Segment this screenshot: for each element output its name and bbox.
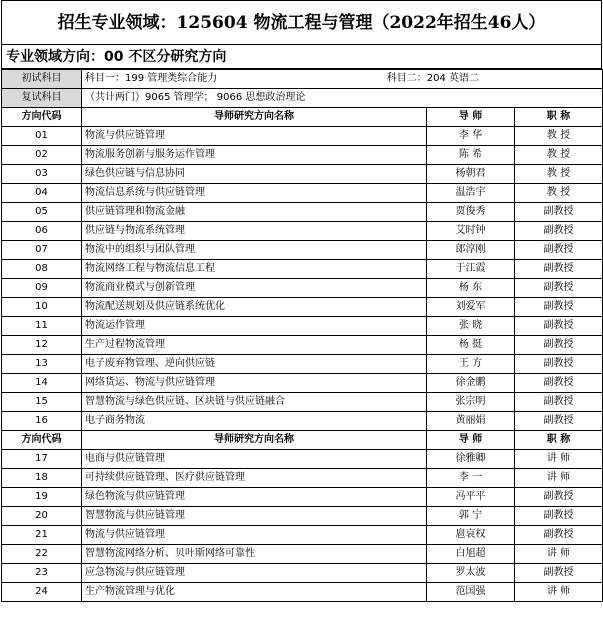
table-row — [2, 583, 603, 602]
advisor-title: 副教授 — [515, 393, 603, 412]
table-row — [2, 469, 603, 488]
advisor-name: 黄丽娟 — [427, 412, 515, 431]
direction-name: 生产过程物流管理 — [82, 336, 427, 355]
direction-name: 绿色物流与供应链管理 — [82, 488, 427, 507]
table-row — [2, 222, 603, 241]
direction-name: 智慧物流与绿色供应链、区块链与供应链融合 — [82, 393, 427, 412]
direction-code: 23 — [2, 564, 82, 583]
advisor-title: 讲 师 — [515, 583, 603, 602]
direction-table — [1, 69, 603, 602]
table-row — [2, 507, 603, 526]
table-row — [2, 374, 603, 393]
advisor-title: 讲 师 — [515, 469, 603, 488]
advisor-title: 副教授 — [515, 298, 603, 317]
advisor-name: 郎淳刚 — [427, 241, 515, 260]
advisor-name: 冯平平 — [427, 488, 515, 507]
direction-code: 13 — [2, 355, 82, 374]
advisor-name: 罗太波 — [427, 564, 515, 583]
advisor-title: 副教授 — [515, 260, 603, 279]
table-row — [2, 317, 603, 336]
advisor-title: 教 授 — [515, 165, 603, 184]
direction-code: 20 — [2, 507, 82, 526]
advisor-title: 讲 师 — [515, 450, 603, 469]
direction-name: 供应链与物流系统管理 — [82, 222, 427, 241]
direction-name: 生产物流管理与优化 — [82, 583, 427, 602]
advisor-name: 艾时钟 — [427, 222, 515, 241]
advisor-name: 刘爱军 — [427, 298, 515, 317]
advisor-name: 张宗明 — [427, 393, 515, 412]
direction-code: 15 — [2, 393, 82, 412]
advisor-name: 温浩宇 — [427, 184, 515, 203]
advisor-title: 副教授 — [515, 526, 603, 545]
advisor-title: 副教授 — [515, 336, 603, 355]
direction-name: 物流与供应链管理 — [82, 526, 427, 545]
table-row — [2, 260, 603, 279]
direction-code: 12 — [2, 336, 82, 355]
table-row — [2, 184, 603, 203]
table-row — [2, 298, 603, 317]
direction-code: 22 — [2, 545, 82, 564]
direction-name: 电商与供应链管理 — [82, 450, 427, 469]
direction-code: 19 — [2, 488, 82, 507]
table-row — [2, 545, 603, 564]
advisor-name: 白旭超 — [427, 545, 515, 564]
advisor-title: 副教授 — [515, 412, 603, 431]
advisor-title: 副教授 — [515, 279, 603, 298]
direction-code: 07 — [2, 241, 82, 260]
advisor-title: 副教授 — [515, 203, 603, 222]
advisor-name: 徐雅卿 — [427, 450, 515, 469]
advisor-title: 副教授 — [515, 241, 603, 260]
initial-exam-row — [2, 70, 603, 89]
table-row — [2, 564, 603, 583]
header-code: 方向代码 — [2, 108, 82, 127]
advisor-title: 副教授 — [515, 355, 603, 374]
advisor-title: 副教授 — [515, 374, 603, 393]
direction-code: 06 — [2, 222, 82, 241]
enrollment-sheet — [1, 0, 602, 602]
subject-one: 科目一：199 管理类综合能力 — [85, 73, 218, 84]
direction-name: 物流运作管理 — [82, 317, 427, 336]
table-row — [2, 526, 603, 545]
advisor-title: 副教授 — [515, 507, 603, 526]
advisor-name: 贾俊秀 — [427, 203, 515, 222]
direction-code: 05 — [2, 203, 82, 222]
header-advisor: 导 师 — [427, 431, 515, 450]
advisor-name: 扈哀权 — [427, 526, 515, 545]
table-row — [2, 355, 603, 374]
direction-code: 10 — [2, 298, 82, 317]
direction-code: 04 — [2, 184, 82, 203]
advisor-title: 副教授 — [515, 222, 603, 241]
page-title: 招生专业领域：125604 物流工程与管理（2022年招生46人） — [1, 0, 602, 44]
advisor-title: 教 授 — [515, 184, 603, 203]
advisor-name: 徐金鹏 — [427, 374, 515, 393]
header-advisor: 导 师 — [427, 108, 515, 127]
direction-name: 物流网络工程与物流信息工程 — [82, 260, 427, 279]
direction-code: 14 — [2, 374, 82, 393]
table-row — [2, 241, 603, 260]
table-row — [2, 336, 603, 355]
table-row — [2, 203, 603, 222]
advisor-title: 副教授 — [515, 564, 603, 583]
table-header-row-repeat — [2, 431, 603, 450]
table-row — [2, 393, 603, 412]
table-row — [2, 412, 603, 431]
initial-exam-label: 初试科目 — [2, 70, 82, 89]
advisor-name: 范国强 — [427, 583, 515, 602]
advisor-name: 王 方 — [427, 355, 515, 374]
direction-code: 02 — [2, 146, 82, 165]
advisor-name: 李 一 — [427, 469, 515, 488]
direction-code: 01 — [2, 127, 82, 146]
table-row — [2, 450, 603, 469]
advisor-title: 教 授 — [515, 146, 603, 165]
direction-name: 物流服务创新与服务运作管理 — [82, 146, 427, 165]
direction-name: 供应链管理和物流金融 — [82, 203, 427, 222]
retest-exam-label: 复试科目 — [2, 89, 82, 108]
direction-name: 物流信息系统与供应链管理 — [82, 184, 427, 203]
direction-name: 智慧物流网络分析、贝叶斯网络可靠性 — [82, 545, 427, 564]
advisor-name: 李 华 — [427, 127, 515, 146]
direction-name: 物流配送规划及供应链系统优化 — [82, 298, 427, 317]
direction-name: 网络货运、物流与供应链管理 — [82, 374, 427, 393]
direction-code: 09 — [2, 279, 82, 298]
direction-name: 智慧物流与供应链管理 — [82, 507, 427, 526]
header-code: 方向代码 — [2, 431, 82, 450]
header-title: 职 称 — [515, 108, 603, 127]
direction-name: 应急物流与供应链管理 — [82, 564, 427, 583]
header-name: 导师研究方向名称 — [82, 108, 427, 127]
table-row — [2, 165, 603, 184]
direction-subtitle: 专业领域方向：00 不区分研究方向 — [1, 44, 602, 69]
direction-code: 24 — [2, 583, 82, 602]
direction-code: 16 — [2, 412, 82, 431]
subject-two: 科目二：204 英语二 — [386, 73, 480, 84]
retest-exam-subjects: （共计两门）9065 管理学； 9066 思想政治理论 — [82, 89, 603, 108]
table-row — [2, 488, 603, 507]
initial-exam-subjects — [82, 70, 603, 89]
direction-name: 绿色供应链与信息协同 — [82, 165, 427, 184]
table-row — [2, 146, 603, 165]
direction-code: 21 — [2, 526, 82, 545]
header-name: 导师研究方向名称 — [82, 431, 427, 450]
table-row — [2, 127, 603, 146]
direction-name: 电子商务物流 — [82, 412, 427, 431]
advisor-name: 杨 挺 — [427, 336, 515, 355]
direction-name: 电子废弃物管理、逆向供应链 — [82, 355, 427, 374]
advisor-title: 副教授 — [515, 488, 603, 507]
direction-code: 18 — [2, 469, 82, 488]
advisor-name: 于江霞 — [427, 260, 515, 279]
header-title: 职 称 — [515, 431, 603, 450]
advisor-name: 杨朝君 — [427, 165, 515, 184]
direction-code: 17 — [2, 450, 82, 469]
advisor-title: 讲 师 — [515, 545, 603, 564]
direction-code: 11 — [2, 317, 82, 336]
table-body — [2, 70, 603, 602]
table-header-row — [2, 108, 603, 127]
direction-name: 物流中的组织与团队管理 — [82, 241, 427, 260]
advisor-name: 郭 宁 — [427, 507, 515, 526]
direction-code: 08 — [2, 260, 82, 279]
retest-exam-row — [2, 89, 603, 108]
direction-name: 物流商业模式与创新管理 — [82, 279, 427, 298]
advisor-name: 张 晓 — [427, 317, 515, 336]
direction-name: 物流与供应链管理 — [82, 127, 427, 146]
direction-name: 可持续供应链管理、医疗供应链管理 — [82, 469, 427, 488]
advisor-title: 副教授 — [515, 317, 603, 336]
advisor-title: 教 授 — [515, 127, 603, 146]
table-row — [2, 279, 603, 298]
advisor-name: 杨 东 — [427, 279, 515, 298]
direction-code: 03 — [2, 165, 82, 184]
advisor-name: 陈 希 — [427, 146, 515, 165]
